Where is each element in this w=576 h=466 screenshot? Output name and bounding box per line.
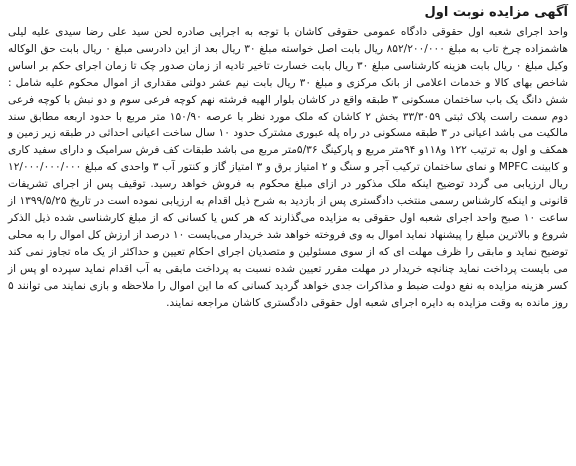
- notice-body: واحد اجرای شعبه اول حقوقی دادگاه عمومی حقوقی کاشان با توجه به اجرایی صادره لحن سید علی رضا سیدی علیه لیلی هاشمزاده چرخ تاب به مبلغ ۸۵۲/۲۰۰/۰۰۰ ریال بابت اصل خواسته مبلغ ۳۰ ریال بعد از این دادرسی مبلغ ۰ ریال بابت حق الوکاله وکیل مبلغ ۰ ریال بابت هزینه کارشناسی مبلغ ۳۰ ریال بابت خسارت تاخیر تادیه از زمان صدور چک تا زمان اجرای حکم بر اساس شاخص بهای کالا و خدمات اعلامی از بانک مرکزی و مبلغ ۳۰ ریال بابت نیم عشر دولتی مقداری از اموال محکوم علیه شامل : شش دانگ یک باب ساختمان مسکونی ۳ طبقه واقع در کاشان بلوار الهیه فرشته نهم کوچه فرعی سوم و دو نبش با کوچه فرعی دوم سمت راست پلاک ثبتی ۳۳/۳۰۵۹ بخش ۲ کاشان که ملک مورد نظر با عرصه ۱۵۰/۹۰ متر مربع با حدود اربعه مطابق سند مالکیت می باشد اعیانی در ۳ طبقه مسکونی در راه پله عبوری مشترک حدود ۱۰ سال ساخت اعیانی احداثی در طبقه زیر زمین و همکف و اول به ترتیب ۱۲۲ و۱۱۸و ۹۴متر مربع و پارکینگ ۵/۳۶متر مربع می باشد طبقات کف فرش سرامیک و دارای سفید کاری و کابینت MPFC و نمای ساختمان ترکیب آجر و سنگ و ۲ امتیاز برق و ۳ امتیاز گاز و کنتور آب ۳ واحدی که مبلغ ۱۲/۰۰۰/۰۰۰/۰۰۰ ریال ارزیابی می گردد توضیح اینکه ملک مذکور در ازای مبلغ محکوم به فروش خواهد رسید. توقیف پس از اجرای تشریفات قانونی و اینکه کارشناس رسمی منتخب دادگستری پس از بازدید به شرح ذیل اقدام به ارزیابی نموده است در تاریخ ۱۳۹۹/۵/۲۵ از ساعت ۱۰ صبح واحد اجرای شعبه اول حقوقی به مزایده می‌گذارند که هر کس یا کسانی که از مبلغ کارشناسی شده ذیل الذکر شروع و بالاترین مبلغ را پیشنهاد نماید اموال به وی فروخته خواهد شد خریدار می‌بایست ۱۰ درصد از ارزش کل اموال را به محلی توضیح نماید و مابقی را ظرف مهلت ای که از سوی مسئولین و متصدیان اجرای احکام تعیین و حداکثر از یک ماه تجاوز نمی کند می بایست پرداخت نماید چنانچه خریدار در مهلت مقرر تعیین شده نسبت به پرداخت مابقی به آب اقدام نماید سپرده او پس از کسر هزینه مزایده به نفع دولت ضبط و مذاکرات جدی خواهد گردید کسانی که ما این اموال را ملاحظه و بازی نمایند می توانند ۵ روز مانده به وقت مزایده به دایره اجرای شعبه اول حقوقی دادگستری کاشان مراجعه نمایند.: [8, 26, 569, 309]
- auction-notice: [6, 4, 570, 462]
- notice-title: آگهی مزایده نوبت اول: [424, 5, 568, 20]
